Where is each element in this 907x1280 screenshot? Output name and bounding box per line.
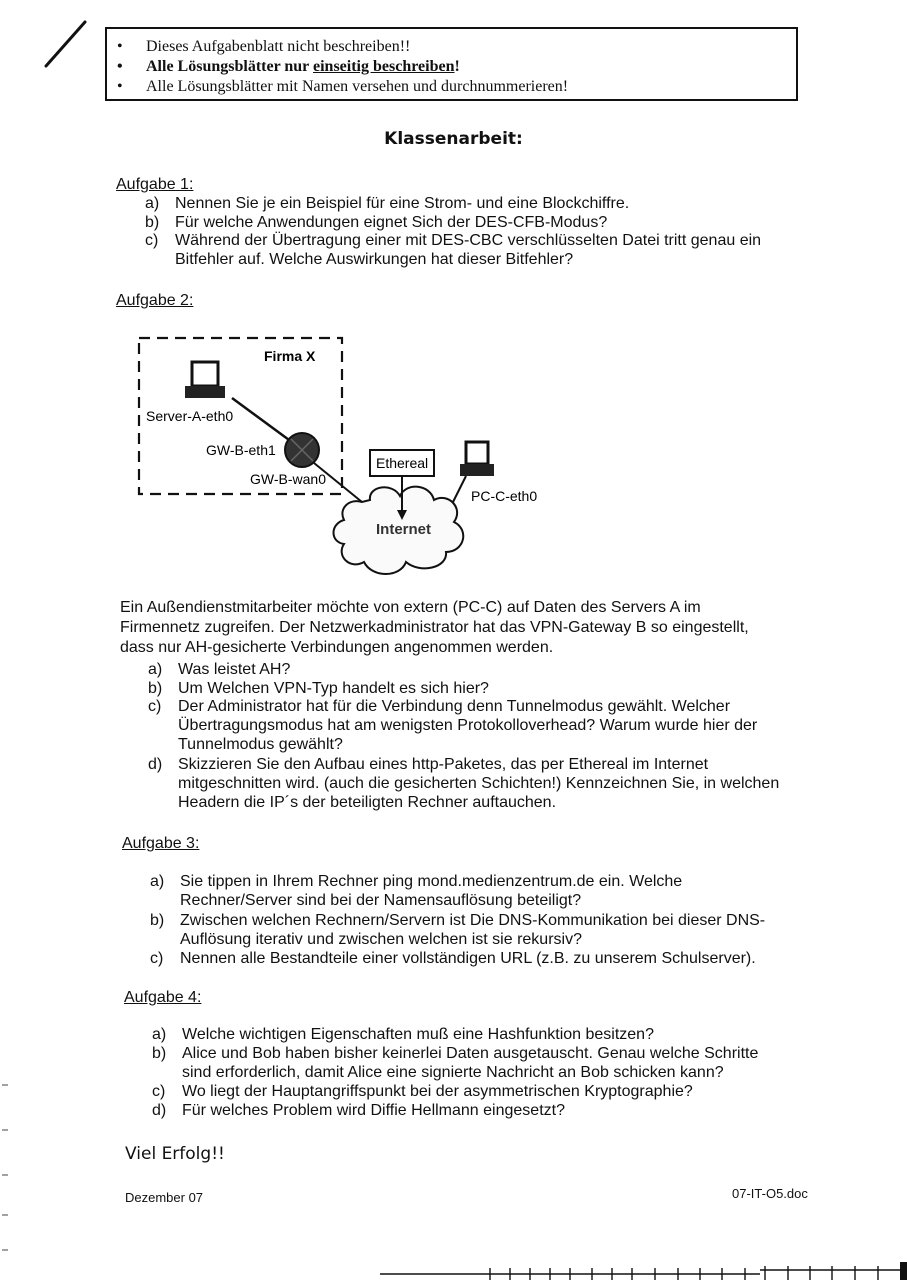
item-text: Für welche Anwendungen eignet Sich der DES-CFB-Modus? — [175, 214, 608, 231]
item-text: Alice und Bob haben bisher keinerlei Daten ausgetauscht. Genau welche Schritte — [182, 1045, 759, 1062]
item-text: Skizzieren Sie den Aufbau eines http-Paketes, das per Ethereal im Internet — [178, 756, 709, 773]
item-label: b) — [145, 214, 160, 231]
item-text: Headern die IP´s der beteiligten Rechner auftauchen. — [178, 794, 557, 811]
item-text: Auflösung iterativ und zwischen welchen ist sie rekursiv? — [180, 931, 582, 948]
label-pc: PC-C-eth0 — [471, 488, 538, 504]
item-text: mitgeschnitten wird. (auch die gesicherten Schichten!) Kennzeichnen Sie, in welchen — [178, 775, 780, 792]
item-text: Rechner/Server sind bei der Namensauflösung beteiligt? — [180, 892, 582, 909]
notice-text: Alle Lösungsblätter nur — [146, 58, 313, 75]
aufgabe2-heading: Aufgabe 2: — [116, 292, 194, 309]
item-label: b) — [150, 912, 165, 929]
item-text: Übertragungsmodus hat am wenigsten Protokolloverhead? Warum wurde hier der — [178, 717, 758, 734]
item-text: Welche wichtigen Eigenschaften muß eine Hashfunktion besitzen? — [182, 1026, 654, 1043]
label-gw-eth1: GW-B-eth1 — [206, 442, 276, 458]
item-label: d) — [148, 756, 163, 773]
item-label: b) — [148, 680, 163, 697]
item-label: a) — [148, 661, 163, 678]
intro-line: Ein Außendienstmitarbeiter möchte von extern (PC-C) auf Daten des Servers A im — [120, 599, 701, 616]
aufgabe3-heading: Aufgabe 3: — [122, 835, 200, 852]
notice-item: • Dieses Aufgabenblatt nicht beschreiben!! — [117, 38, 411, 55]
item-label: a) — [152, 1026, 167, 1043]
footer-file: 07-IT-O5.doc — [732, 1186, 808, 1201]
item-text: Nennen Sie je ein Beispiel für eine Strom- und eine Blockchiffre. — [175, 195, 630, 212]
item-text: sind erforderlich, damit Alice eine signierte Nachricht an Bob schicken kann? — [182, 1064, 724, 1081]
item-text: Während der Übertragung einer mit DES-CBC verschlüsselten Datei tritt genau ein — [175, 232, 762, 249]
item-text: Zwischen welchen Rechnern/Servern ist Die DNS-Kommunikation bei dieser DNS- — [180, 912, 766, 929]
item-label: d) — [152, 1102, 167, 1119]
item-label: c) — [145, 232, 159, 249]
item-label: a) — [145, 195, 160, 212]
item-text: Wo liegt der Hauptangriffspunkt bei der asymmetrischen Kryptographie? — [182, 1083, 693, 1100]
item-text: Bitfehler auf. Welche Auswirkungen hat dieser Bitfehler? — [175, 251, 574, 268]
item-label: c) — [150, 950, 164, 967]
notice-text: Alle Lösungsblätter mit Namen versehen und durchnummerieren! — [146, 78, 569, 95]
footer-date: Dezember 07 — [125, 1190, 204, 1205]
notice-text: Dieses Aufgabenblatt nicht beschreiben!! — [146, 38, 411, 55]
notice-text-end: ! — [454, 58, 460, 75]
item-label: c) — [152, 1083, 166, 1100]
item-text: Der Administrator hat für die Verbindung denn Tunnelmodus gewählt. Welcher — [178, 698, 731, 715]
label-internet: Internet — [376, 521, 432, 538]
notice-item: • Alle Lösungsblätter nur einseitig beschreiben! — [117, 58, 460, 75]
item-label: a) — [150, 873, 165, 890]
label-server: Server-A-eth0 — [146, 408, 234, 424]
intro-line: Firmennetz zugreifen. Der Netzwerkadministrator hat das VPN-Gateway B so eingestellt, — [120, 619, 749, 636]
intro-line: dass nur AH-gesicherte Verbindungen angenommen werden. — [120, 639, 554, 656]
label-ethereal: Ethereal — [376, 455, 429, 471]
item-text: Für welches Problem wird Diffie Hellmann eingesetzt? — [182, 1102, 565, 1119]
item-text: Tunnelmodus gewählt? — [178, 736, 343, 753]
aufgabe4-heading: Aufgabe 4: — [124, 989, 202, 1006]
notice-item: • Alle Lösungsblätter mit Namen versehen und durchnummerieren! — [117, 78, 569, 95]
item-text: Nennen alle Bestandteile einer vollständigen URL (z.B. zu unserem Schulserver). — [180, 950, 756, 967]
aufgabe1-heading: Aufgabe 1: — [116, 176, 194, 193]
label-firma: Firma X — [264, 348, 316, 364]
page-title: Klassenarbeit: — [384, 129, 523, 149]
item-text: Sie tippen in Ihrem Rechner ping mond.medienzentrum.de ein. Welche — [180, 873, 683, 890]
label-gw-wan0: GW-B-wan0 — [250, 471, 326, 487]
closing-text: Viel Erfolg!! — [125, 1144, 225, 1164]
item-text: Um Welchen VPN-Typ handelt es sich hier? — [178, 680, 489, 697]
item-label: c) — [148, 698, 162, 715]
item-label: b) — [152, 1045, 167, 1062]
notice-underlined: einseitig beschreiben — [313, 58, 455, 75]
item-text: Was leistet AH? — [178, 661, 291, 678]
